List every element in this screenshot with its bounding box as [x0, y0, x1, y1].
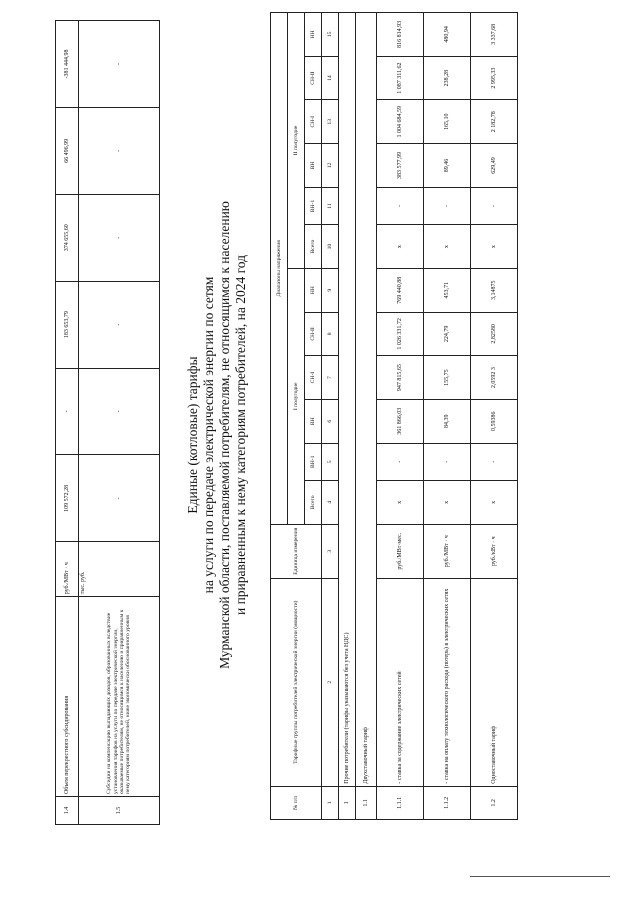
header-col: ВН-1 [305, 187, 322, 224]
table-row [424, 13, 471, 820]
header-col: СН-I [305, 100, 322, 144]
title-line: Единые (котловые) тарифы [185, 356, 200, 514]
row-number: 1.1.1 [377, 786, 424, 819]
row-unit: руб./МВт · ч [424, 524, 471, 578]
cell-value: - [79, 107, 160, 194]
cell-value: 238,28 [424, 56, 471, 100]
cell-value: 2,82580 [471, 312, 518, 356]
row-name: Субсидии на компенсацию выпадающих доходов, образованных вследствие установления тарифов на услуги по передаче электрической энергии, оказываемые потребителям, не относящимся к населению и приравненным к нему категориям потребителей, ниже экономически обоснованного уровня [79, 597, 160, 797]
cell-value: - [424, 187, 471, 224]
table-row [377, 13, 424, 820]
row-unit: руб./кВт · ч [471, 524, 518, 578]
column-number-row [322, 13, 339, 820]
previous-table-tail [55, 20, 160, 825]
cell-value: - [79, 368, 160, 455]
table-row [471, 13, 518, 820]
cell-value: x [377, 225, 424, 269]
cell-value: - [79, 281, 160, 368]
cell-value: 769 440,88 [377, 268, 424, 312]
col-number: 5 [322, 443, 339, 480]
col-number: 4 [322, 481, 339, 525]
row-number: 1.5 [79, 797, 160, 825]
cell-value: - [377, 187, 424, 224]
section-row [339, 13, 356, 820]
title-line: Мурманской области, поставляемой потребителям, не относящимся к населению [217, 201, 232, 669]
row-unit: руб./МВт · ч [56, 542, 79, 597]
col-number: 11 [322, 187, 339, 224]
cell-value: - [377, 443, 424, 480]
title-line: и приравненным к нему категориям потребителей, на 2024 год [233, 254, 248, 616]
cell-value: 66 496,99 [56, 107, 79, 194]
cell-value: 155,75 [424, 356, 471, 400]
col-number: 10 [322, 225, 339, 269]
header-col: Всего [305, 225, 322, 269]
cell-value: x [424, 225, 471, 269]
cell-value: x [471, 481, 518, 525]
header-num: № п/п [271, 786, 322, 819]
cell-value: 84,39 [424, 399, 471, 443]
header-col: ВН [305, 144, 322, 188]
section-label: Прочие потребители (тарифы указываются без учета НДС) [339, 13, 356, 787]
header-voltage: Диапазоны напряжения [271, 13, 288, 525]
cell-value: - [424, 443, 471, 480]
col-number: 2 [322, 578, 339, 786]
header-col: СН-I [305, 356, 322, 400]
col-number: 14 [322, 56, 339, 100]
cell-value: 480,94 [424, 13, 471, 57]
row-number: 1.4 [56, 797, 79, 825]
row-name: Объем перекрестного субсидирования [56, 597, 79, 797]
row-number: 1.2 [471, 786, 518, 819]
cell-value: - [79, 194, 160, 281]
cell-value: 0,59386 [471, 399, 518, 443]
col-number: 15 [322, 13, 339, 57]
cell-value: 1 087 311,62 [377, 56, 424, 100]
table-row [79, 21, 160, 825]
col-number: 6 [322, 399, 339, 443]
cell-value: 947 815,65 [377, 356, 424, 400]
cell-value: 1 004 684,59 [377, 100, 424, 144]
header-col: НН [305, 268, 322, 312]
cell-value: 224,79 [424, 312, 471, 356]
page-edge-line [470, 876, 610, 877]
header-row [271, 13, 288, 820]
cell-value: x [424, 481, 471, 525]
cell-value: - [471, 443, 518, 480]
table-row [356, 13, 377, 820]
cell-value: - [79, 455, 160, 542]
header-unit: Единица измерения [271, 524, 322, 578]
cell-value: -381 444,98 [56, 21, 79, 108]
cell-value: 629,49 [471, 144, 518, 188]
cell-value: 361 866,03 [377, 399, 424, 443]
cell-value: - [79, 21, 160, 108]
row-name: - ставка за содержание электрических сетей [377, 578, 424, 786]
cell-value: 2 995,33 [471, 56, 518, 100]
cell-value: x [377, 481, 424, 525]
cell-value: 3 337,68 [471, 13, 518, 57]
document-title [185, 115, 249, 755]
table-row [56, 21, 79, 825]
header-group: Тарифные группы потребителей электрической энергии (мощности) [271, 578, 322, 786]
header-col: ВН-1 [305, 443, 322, 480]
cell-value: 89,46 [424, 144, 471, 188]
row-number: 1.1.2 [424, 786, 471, 819]
col-number: 12 [322, 144, 339, 188]
col-number: 1 [322, 786, 339, 819]
cell-value: 374 655,60 [56, 194, 79, 281]
col-number: 9 [322, 268, 339, 312]
col-number: 13 [322, 100, 339, 144]
header-col: ВН [305, 399, 322, 443]
row-name: Одноставочный тариф [471, 578, 518, 786]
cell-value: - [56, 368, 79, 455]
header-col: Всего [305, 481, 322, 525]
cell-value: 816 814,93 [377, 13, 424, 57]
title-line: на услуги по передаче электрической энергии по сетям [201, 276, 216, 594]
col-number: 3 [322, 524, 339, 578]
cell-value: 109 572,28 [56, 455, 79, 542]
header-half1: I полугодие [288, 268, 305, 524]
header-col: СН-II [305, 312, 322, 356]
section-number: 1 [339, 786, 356, 819]
cell-value: 383 577,99 [377, 144, 424, 188]
cell-value: 165,10 [424, 100, 471, 144]
cell-value: 2,0592 3 [471, 356, 518, 400]
cell-value: 2 182,78 [471, 100, 518, 144]
cell-value: x [471, 225, 518, 269]
header-col: СН-II [305, 56, 322, 100]
row-unit: тыс. руб. [79, 542, 160, 597]
cell-value: 1 026 331,72 [377, 312, 424, 356]
col-number: 7 [322, 356, 339, 400]
cell-value: 453,71 [424, 268, 471, 312]
row-name: - ставка на оплату технологического расхода (потерь) в электрических сетях [424, 578, 471, 786]
cell-value: - [471, 187, 518, 224]
row-name: Двухставочный тариф [356, 13, 377, 787]
tariff-table [270, 12, 518, 820]
header-half2: II полугодие [288, 13, 305, 269]
col-number: 8 [322, 312, 339, 356]
row-number: 1.1 [356, 786, 377, 819]
cell-value: 3,14875 [471, 268, 518, 312]
header-col: НН [305, 13, 322, 57]
cell-value: 183 653,79 [56, 281, 79, 368]
row-unit: руб./МВт·мес. [377, 524, 424, 578]
